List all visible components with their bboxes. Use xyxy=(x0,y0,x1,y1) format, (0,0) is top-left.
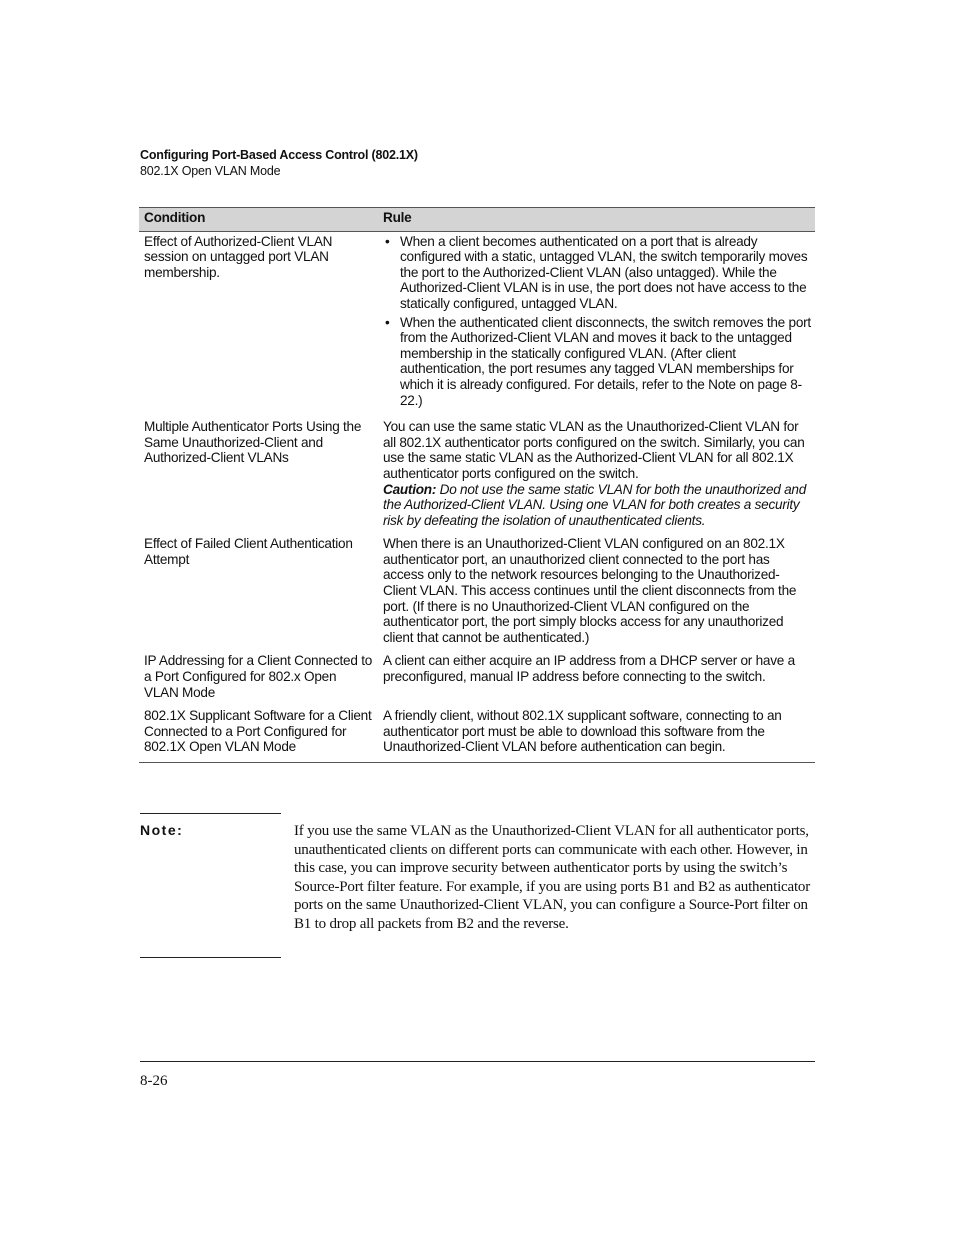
rule-cell xyxy=(378,419,815,536)
table-header-row xyxy=(139,208,815,232)
condition-cell: IP Addressing for a Client Connected to a Port Configured for 802.x Open VLAN Mode xyxy=(144,653,373,700)
note-label: Note: xyxy=(140,822,184,838)
condition-rule-table xyxy=(139,207,815,763)
rule-cell: When there is an Unauthorized-Client VLAN configured on an 802.1X authenticator port, an unauthorized client connected to the port has access only to the network resources belonging to the Unauthorized-Client VLAN. This access continues until the client disconnects from the port. (If there is no Unauthorized-Client VLAN configured on the authenticator port, the port simply blocks access for any unauthorized client that cannot be authenticated.) xyxy=(383,536,797,645)
condition-cell: Multiple Authenticator Ports Using the Same Unauthorized-Client and Authorized-Client VLANs xyxy=(144,419,362,466)
note-text: If you use the same VLAN as the Unauthorized-Client VLAN for all authenticator ports, unauthenticated clients on different ports can communicate with each other. However, in this case, you can improve security between authenticator ports by using the switch’s Source-Port filter feature. For example, if you are using ports B1 and B2 as authenticator ports on the same Unauthorized-Client VLAN, you can configure a Source-Port filter on B1 to drop all packets from B2 and the reverse. xyxy=(294,823,811,932)
rule-bullet: • When the authenticated client disconnects, the switch removes the port from the Authorized-Client VLAN and moves it back to the untagged membership in the statically configured VLAN. (After client authentication, the port resumes any tagged VLAN memberships for which it is already configured. For details, refer to the Note on page 8-22.) xyxy=(383,315,811,409)
caution-text xyxy=(383,482,811,529)
note-bottom-divider xyxy=(140,957,281,958)
condition-cell: 802.1X Supplicant Software for a Client Connected to a Port Configured for 802.1X Open VLAN Mode xyxy=(139,708,378,762)
column-header-condition: Condition xyxy=(139,208,378,232)
rule-cell xyxy=(378,231,815,419)
table-row xyxy=(139,536,815,653)
column-header-rule: Rule xyxy=(378,208,815,232)
footer-divider xyxy=(140,1061,815,1062)
rule-cell: A client can either acquire an IP address from a DHCP server or have a preconfigured, manual IP address before connecting to the switch. xyxy=(383,653,795,685)
running-header-subtitle: 802.1X Open VLAN Mode xyxy=(140,164,281,178)
caution-label: Caution: xyxy=(383,481,437,497)
note-top-divider xyxy=(140,813,281,814)
table-row xyxy=(139,419,815,536)
rule-cell: A friendly client, without 802.1X supplicant software, connecting to an authenticator port must be able to download this software from the Unauthorized-Client VLAN before authentication can begin. xyxy=(378,708,815,762)
caution-body: Do not use the same static VLAN for both the unauthorized and the Authorized-Client VLAN. Using one VLAN for both creates a security risk by defeating the isolation of unauthenticated clients. xyxy=(383,481,807,528)
rule-text: You can use the same static VLAN as the Unauthorized-Client VLAN for all 802.1X authenticator ports configured on the switch. Similarly, you can use the same static VLAN as the Authorized-Client VLAN for all 802.1X authenticator ports configured on the switch. xyxy=(383,419,805,481)
rule-bullet: • When a client becomes authenticated on a port that is already configured with a static, untagged VLAN, the switch temporarily moves the port to the Authorized-Client VLAN (also untagged). While the Authorized-Client VLAN is in use, the port does not have access to the statically configured, untagged VLAN. xyxy=(383,234,811,312)
table-row xyxy=(139,231,815,419)
condition-cell: Effect of Failed Client Authentication Attempt xyxy=(144,536,353,567)
table-row xyxy=(139,653,815,708)
condition-cell: Effect of Authorized-Client VLAN session on untagged port VLAN membership. xyxy=(144,233,333,280)
page-number: 8-26 xyxy=(140,1073,168,1089)
running-header-title: Configuring Port-Based Access Control (802.1X) xyxy=(140,148,418,162)
rule-bullet-list xyxy=(383,234,811,409)
table-row xyxy=(139,708,815,762)
